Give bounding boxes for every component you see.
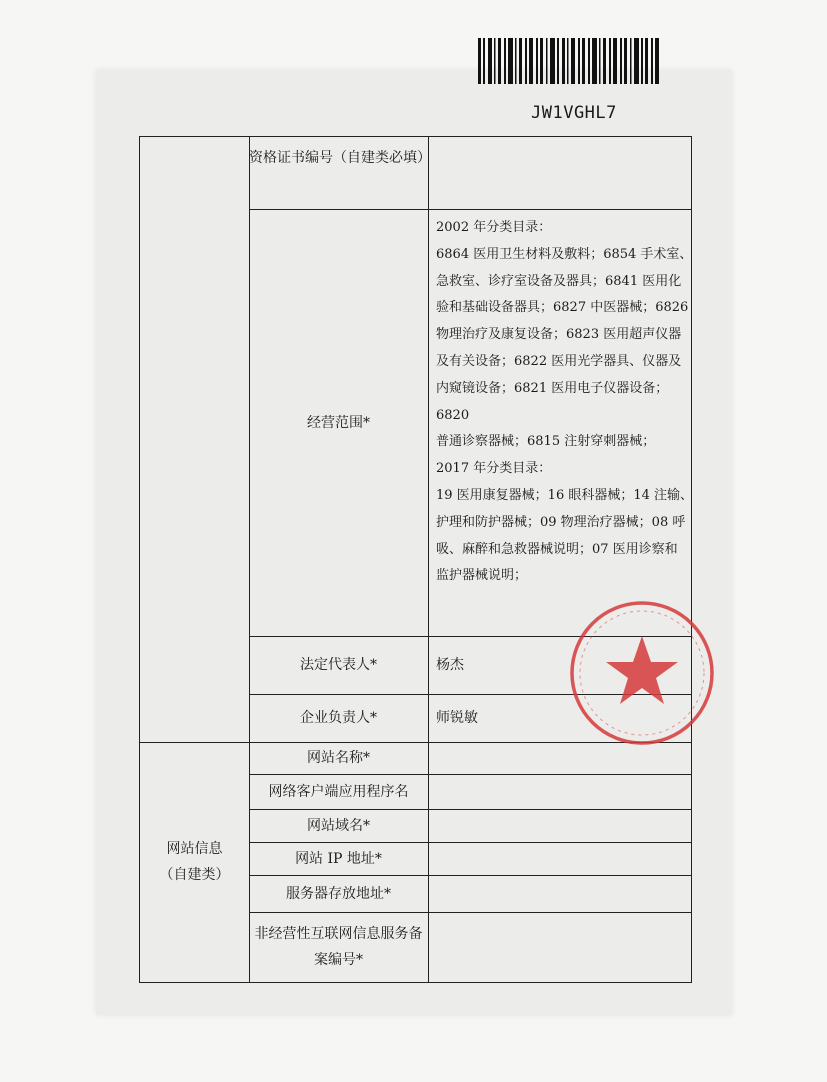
- client-app-name-label: 网络客户端应用程序名: [268, 783, 409, 800]
- legal-rep-label: 法定代表人*: [300, 657, 377, 673]
- server-location-value: [428, 875, 691, 912]
- official-seal: [567, 598, 717, 748]
- scope-line: 急救室、诊疗室设备及器具；6841 医用化: [436, 273, 682, 289]
- website-section-label: [140, 742, 249, 982]
- website-section-subtitle: （自建类）: [159, 867, 230, 883]
- cert-number-value: [428, 137, 691, 179]
- website-domain-value: [428, 809, 691, 842]
- scope-line: 19 医用康复器械；16 眼科器械；14 注输、: [436, 487, 694, 503]
- scope-line: 物理治疗及康复设备；6823 医用超声仪器: [436, 327, 682, 343]
- scope-line: 2017 年分类目录：: [436, 461, 552, 477]
- business-scope-text: [436, 215, 694, 590]
- enterprise-head-label: 企业负责人*: [300, 710, 377, 726]
- website-ip-value: [428, 842, 691, 875]
- icp-record-label-line2: 案编号*: [314, 952, 363, 968]
- server-location-label: 服务器存放地址*: [286, 885, 391, 902]
- scope-line: 2002 年分类目录：: [436, 220, 552, 235]
- cert-number-label: 资格证书编号（自建类必填）: [249, 150, 431, 166]
- website-domain-label: 网站域名*: [307, 817, 370, 834]
- tracking-code: JW1VGHL7: [531, 103, 617, 123]
- website-name-label: 网站名称*: [307, 750, 370, 766]
- business-scope-label: 经营范围*: [307, 414, 370, 431]
- scope-line: 及有关设备；6822 医用光学器具、仪器及: [436, 353, 682, 369]
- barcode: [478, 38, 660, 84]
- filing-form-table: [139, 136, 692, 983]
- icp-record-value: [428, 912, 691, 982]
- client-app-name-value: [428, 774, 691, 809]
- icp-record-label-line1: 非经营性互联网信息服务备: [254, 926, 423, 942]
- scope-line: 验和基础设备器具；6827 中医器械；6826: [436, 300, 689, 316]
- scope-line: 普通诊察器械；6815 注射穿刺器械；: [436, 434, 656, 450]
- scope-line: 护理和防护器械；09 物理治疗器械；08 呼: [436, 514, 686, 530]
- enterprise-head-value: 师锐敏: [436, 710, 478, 726]
- scope-line: 吸、麻醉和急救器械说明；07 医用诊察和: [436, 541, 678, 557]
- legal-rep-value: 杨杰: [436, 657, 464, 673]
- website-section-title: 网站信息: [166, 841, 223, 857]
- scope-line: 监护器械说明；: [436, 568, 528, 584]
- icp-record-label: [249, 912, 428, 982]
- website-ip-label: 网站 IP 地址*: [295, 850, 382, 867]
- scope-line: 内窥镜设备；6821 医用电子仪器设备；6820: [436, 380, 669, 423]
- scope-line: 6864 医用卫生材料及敷料；6854 手术室、: [436, 246, 693, 262]
